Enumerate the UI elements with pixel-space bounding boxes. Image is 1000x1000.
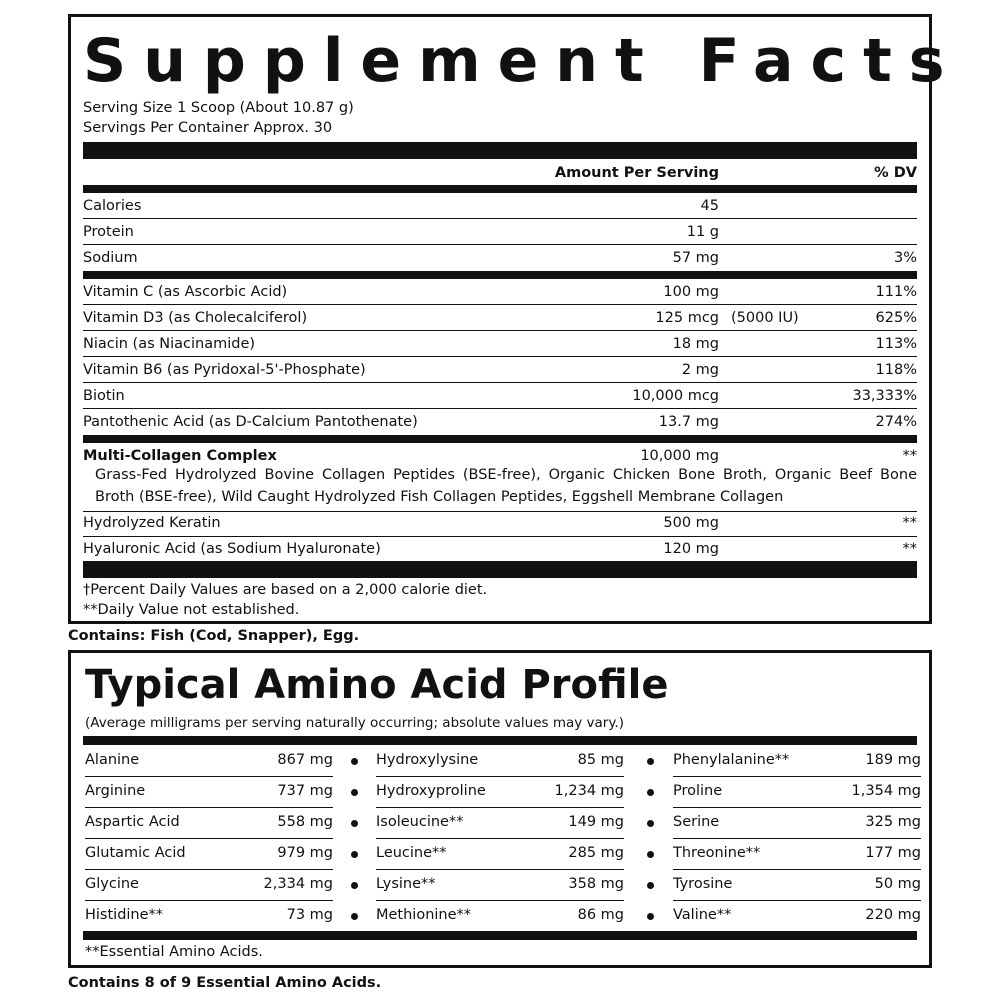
nutrient-iu: (5000 IU)	[731, 310, 799, 326]
medium-divider	[83, 736, 917, 745]
amino-acid-entry	[376, 838, 624, 869]
thick-divider	[83, 561, 917, 578]
bullet-separator	[647, 789, 654, 796]
amino-profile-subtitle: (Average milligrams per serving naturally occurring; absolute values may vary.)	[85, 715, 624, 731]
medium-divider	[83, 435, 917, 443]
row-divider	[673, 900, 921, 901]
nutrient-label: Vitamin B6 (as Pyridoxal-5'-Phosphate)	[83, 362, 366, 378]
nutrient-label: Protein	[83, 224, 134, 240]
amino-acid-name: Leucine**	[376, 845, 447, 861]
row-divider	[376, 807, 624, 808]
bullet-separator	[647, 820, 654, 827]
amino-acid-name: Methionine**	[376, 907, 472, 923]
nutrient-label: Biotin	[83, 388, 125, 404]
thick-divider	[83, 142, 917, 159]
amino-acid-name: Hydroxylysine	[376, 752, 479, 768]
row-divider	[673, 807, 921, 808]
allergen-contains: Contains: Fish (Cod, Snapper), Egg.	[68, 628, 360, 644]
bullet-separator	[351, 851, 358, 858]
nutrient-amount: 13.7 mg	[658, 414, 719, 430]
amino-acid-name: Isoleucine**	[376, 814, 464, 830]
amino-acid-value: 2,334 mg	[263, 876, 333, 892]
nutrient-dv: 274%	[875, 414, 917, 430]
header-amount-per-serving: Amount Per Serving	[554, 165, 719, 181]
amino-acid-value: 220 mg	[865, 907, 921, 923]
amino-profile-title: Typical Amino Acid Profile	[85, 662, 669, 708]
amino-acid-entry	[673, 807, 921, 838]
nutrient-row-keratin	[83, 510, 917, 536]
amino-acid-name: Threonine**	[673, 845, 761, 861]
nutrient-row-protein	[83, 219, 917, 245]
row-divider	[85, 900, 333, 901]
row-divider	[85, 838, 333, 839]
amino-acid-entry	[673, 869, 921, 900]
row-divider	[673, 776, 921, 777]
amino-acid-entry	[673, 838, 921, 869]
amino-acid-entry	[85, 745, 333, 776]
amino-acid-value: 73 mg	[286, 907, 333, 923]
nutrient-dv: 118%	[875, 362, 917, 378]
amino-acid-value: 1,354 mg	[851, 783, 921, 799]
amino-acid-value: 177 mg	[865, 845, 921, 861]
nutrient-amount: 11 g	[686, 224, 719, 240]
amino-acid-value: 558 mg	[277, 814, 333, 830]
amino-acid-value: 979 mg	[277, 845, 333, 861]
amino-acid-entry	[673, 900, 921, 931]
amino-acid-entry	[85, 869, 333, 900]
amino-acid-entry	[673, 745, 921, 776]
amino-acid-name: Lysine**	[376, 876, 436, 892]
supplement-facts-title: Supplement Facts	[83, 26, 962, 96]
row-divider	[376, 776, 624, 777]
bullet-separator	[647, 913, 654, 920]
row-divider	[673, 869, 921, 870]
amino-acid-value: 867 mg	[277, 752, 333, 768]
amino-acid-entry	[376, 900, 624, 931]
row-divider	[376, 869, 624, 870]
amino-acid-name: Arginine	[85, 783, 146, 799]
amino-acid-entry	[673, 776, 921, 807]
amino-acid-name: Hydroxyproline	[376, 783, 486, 799]
bullet-separator	[351, 789, 358, 796]
footnote-dv-not-established: **Daily Value not established.	[83, 602, 300, 618]
nutrient-row-niacin	[83, 331, 917, 357]
supplement-facts-panel	[68, 14, 962, 624]
amino-acid-name: Glutamic Acid	[85, 845, 186, 861]
row-divider	[376, 838, 624, 839]
footnote-percent-dv: †Percent Daily Values are based on a 2,000 calorie diet.	[83, 582, 488, 598]
nutrient-label: Vitamin D3 (as Cholecalciferol)	[83, 310, 308, 326]
amino-acid-value: 325 mg	[865, 814, 921, 830]
amino-acid-name: Phenylalanine**	[673, 752, 790, 768]
nutrient-amount: 500 mg	[663, 515, 719, 531]
amino-acid-value: 50 mg	[874, 876, 921, 892]
row-divider	[85, 776, 333, 777]
serving-size: Serving Size 1 Scoop (About 10.87 g)	[83, 100, 354, 116]
nutrient-amount: 120 mg	[663, 541, 719, 557]
amino-acid-value: 86 mg	[577, 907, 624, 923]
nutrient-label: Pantothenic Acid (as D-Calcium Pantothenate)	[83, 414, 418, 430]
amino-acid-value: 358 mg	[568, 876, 624, 892]
nutrient-amount: 10,000 mg	[640, 448, 719, 464]
bullet-separator	[647, 851, 654, 858]
nutrient-row-biotin	[83, 383, 917, 409]
amino-acid-value: 1,234 mg	[554, 783, 624, 799]
amino-acid-entry	[85, 807, 333, 838]
amino-acid-name: Serine	[673, 814, 720, 830]
header-percent-dv: % DV	[874, 165, 917, 181]
nutrient-row-calories	[83, 193, 917, 219]
amino-acid-entry	[85, 838, 333, 869]
medium-divider	[83, 931, 917, 940]
nutrient-dv: 111%	[875, 284, 917, 300]
bullet-separator	[351, 758, 358, 765]
nutrient-dv: 33,333%	[852, 388, 917, 404]
bullet-separator	[351, 820, 358, 827]
amino-acid-entry	[85, 900, 333, 931]
collagen-description: Grass-Fed Hydrolyzed Bovine Collagen Peptides (BSE-free), Organic Chicken Bone Broth, Organic Beef Bone Broth (BSE-free), Wild Caught Hydrolyzed Fish Collagen Peptides, Eggshell Membrane Collagen	[95, 467, 917, 505]
amino-acid-value: 149 mg	[568, 814, 624, 830]
nutrient-dv: **	[902, 515, 917, 531]
nutrient-amount: 125 mcg	[655, 310, 719, 326]
amino-acid-entry	[376, 745, 624, 776]
nutrient-row-vitamin-d3	[83, 305, 917, 331]
nutrient-label: Sodium	[83, 250, 138, 266]
nutrient-row-hyaluronic-acid	[83, 536, 917, 562]
amino-acid-entry	[85, 776, 333, 807]
nutrient-dv: **	[902, 541, 917, 557]
amino-acid-profile-panel	[68, 650, 932, 968]
nutrient-label: Hyaluronic Acid (as Sodium Hyaluronate)	[83, 541, 381, 557]
essential-amino-count: Contains 8 of 9 Essential Amino Acids.	[68, 975, 382, 991]
medium-divider	[83, 271, 917, 279]
essential-amino-footnote: **Essential Amino Acids.	[85, 944, 263, 960]
bullet-separator	[351, 882, 358, 889]
nutrient-dv: 3%	[893, 250, 917, 266]
amino-acid-value: 737 mg	[277, 783, 333, 799]
nutrient-label: Hydrolyzed Keratin	[83, 515, 221, 531]
row-divider	[85, 869, 333, 870]
nutrient-amount: 100 mg	[663, 284, 719, 300]
amino-acid-value: 85 mg	[577, 752, 624, 768]
amino-acid-name: Proline	[673, 783, 723, 799]
nutrient-label: Vitamin C (as Ascorbic Acid)	[83, 284, 288, 300]
row-divider	[376, 900, 624, 901]
amino-acid-name: Alanine	[85, 752, 140, 768]
medium-divider	[83, 185, 917, 193]
bullet-separator	[647, 758, 654, 765]
bullet-separator	[647, 882, 654, 889]
nutrient-row-sodium	[83, 245, 917, 271]
amino-acid-name: Valine**	[673, 907, 732, 923]
nutrient-amount: 10,000 mcg	[632, 388, 719, 404]
nutrient-row-pantothenic-acid	[83, 409, 917, 435]
nutrient-amount: 18 mg	[672, 336, 719, 352]
nutrient-amount: 2 mg	[681, 362, 719, 378]
nutrient-dv: 625%	[875, 310, 917, 326]
amino-acid-entry	[376, 807, 624, 838]
amino-acid-value: 285 mg	[568, 845, 624, 861]
servings-per-container: Servings Per Container Approx. 30	[83, 120, 333, 136]
amino-acid-name: Glycine	[85, 876, 139, 892]
nutrient-label: Calories	[83, 198, 142, 214]
row-divider	[85, 807, 333, 808]
nutrient-dv: **	[902, 448, 917, 464]
nutrient-dv: 113%	[875, 336, 917, 352]
nutrient-amount: 57 mg	[672, 250, 719, 266]
row-divider	[673, 838, 921, 839]
amino-acid-entry	[376, 869, 624, 900]
amino-acid-name: Histidine**	[85, 907, 164, 923]
nutrient-label: Niacin (as Niacinamide)	[83, 336, 256, 352]
amino-acid-name: Aspartic Acid	[85, 814, 180, 830]
amino-acid-name: Tyrosine	[673, 876, 733, 892]
bullet-separator	[351, 913, 358, 920]
amino-acid-entry	[376, 776, 624, 807]
nutrient-row-vitamin-c	[83, 279, 917, 305]
nutrient-amount: 45	[700, 198, 719, 214]
nutrient-row-vitamin-b6	[83, 357, 917, 383]
amino-acid-value: 189 mg	[865, 752, 921, 768]
nutrient-label: Multi-Collagen Complex	[83, 448, 277, 464]
